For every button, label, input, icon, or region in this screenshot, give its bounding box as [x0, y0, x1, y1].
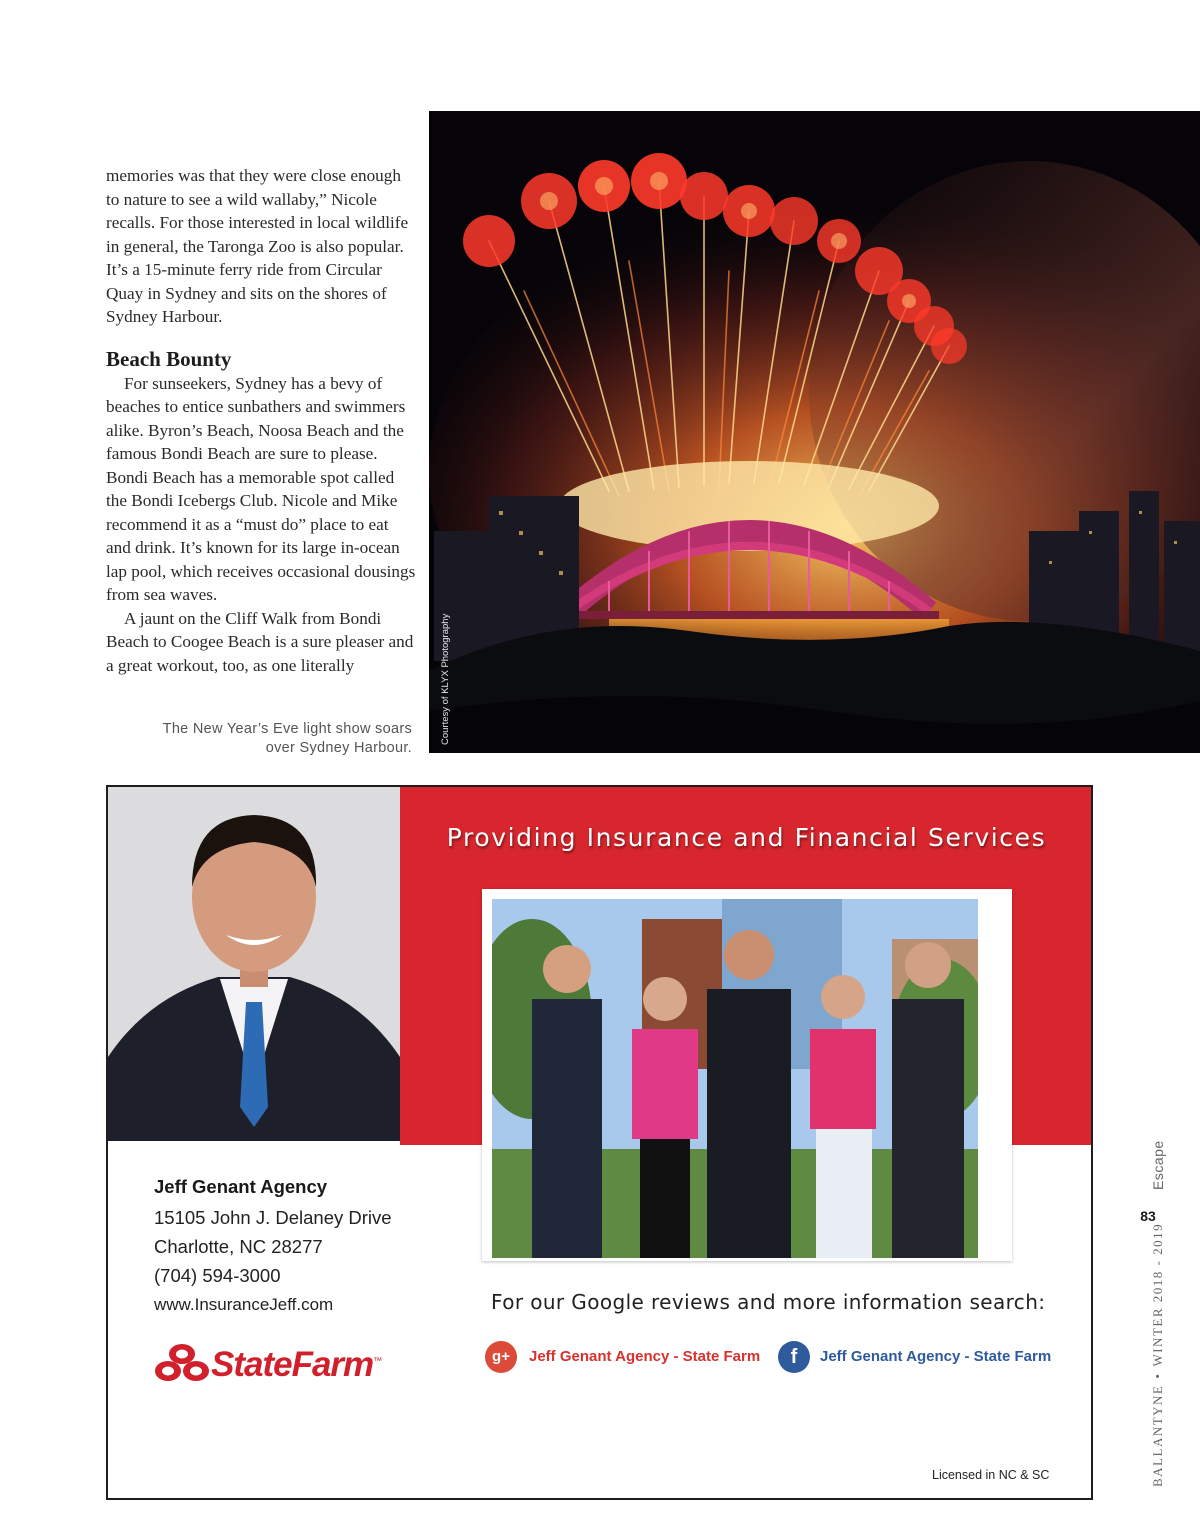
article-paragraph: memories was that they were close enough to nature to see a wild wallaby,” Nicole recalls. For those interested in local wildlife in general, the Taronga Zoo is also popular. It’s a 15-minute ferry ride from Circular Quay in Sydney and sits on the shores of Sydney Harbour.	[106, 166, 409, 326]
address-line-2: Charlotte, NC 28277	[154, 1236, 323, 1257]
team-illustration	[492, 899, 978, 1258]
fireworks-photo	[429, 111, 1200, 753]
folio-separator: •	[1150, 1372, 1165, 1379]
article-paragraph: A jaunt on the Cliff Walk from Bondi Beach to Coogee Beach is a sure pleaser and a great workout, too, as one literally	[106, 608, 414, 675]
photo-credit: Courtesy of KLYX Photography	[440, 613, 451, 745]
article-paragraph: For sunseekers, Sydney has a bevy of beaches to entice sunbathers and swimmers alike. Byron’s Beach, Noosa Beach and the famous Bondi Beach are sure to please. Bondi Beach has a memorable spot called the Bondi Icebergs Club. Nicole and Mike recommend it as a “must do” place to eat and drink. It’s known for its large in-ocean lap pool, which receives occasional dousings from sea waves.	[106, 373, 416, 604]
state-farm-wordmark	[211, 1345, 381, 1385]
article-column	[106, 164, 416, 677]
search-prompt: For our Google reviews and more information search:	[491, 1290, 1046, 1314]
google-search-label[interactable]: Jeff Genant Agency - State Farm	[529, 1348, 761, 1365]
website-link[interactable]: www.InsuranceJeff.com	[154, 1295, 334, 1314]
photo-caption: The New Year’s Eve light show soars over Sydney Harbour.	[162, 721, 412, 756]
license-note: Licensed in NC & SC	[932, 1468, 1050, 1482]
portrait-illustration	[108, 787, 400, 1141]
agent-portrait	[108, 787, 400, 1141]
ad-headline: Providing Insurance and Financial Services	[446, 823, 1047, 852]
team-photo	[492, 899, 978, 1258]
folio-line	[1150, 1223, 1166, 1487]
team-photo-frame	[482, 889, 1012, 1261]
logo-text: StateFarm	[211, 1345, 374, 1384]
google-plus-icon[interactable]: g+	[485, 1341, 517, 1373]
publication-name: BALLANTYNE	[1150, 1384, 1165, 1487]
fireworks-illustration	[429, 111, 1200, 753]
agency-name: Jeff Genant Agency	[154, 1176, 328, 1197]
section-heading: Beach Bounty	[106, 346, 232, 371]
address-line-1: 15105 John J. Delaney Drive	[154, 1207, 392, 1228]
trademark-symbol: ™	[373, 1355, 382, 1366]
three-ovals-icon	[154, 1343, 210, 1383]
phone-number[interactable]: (704) 594-3000	[154, 1265, 281, 1286]
state-farm-advertisement	[106, 785, 1093, 1500]
section-label: Escape	[1150, 1140, 1166, 1190]
page-number: 83	[1140, 1208, 1156, 1224]
facebook-icon[interactable]: f	[778, 1341, 810, 1373]
state-farm-logo	[154, 1343, 416, 1383]
facebook-search-label[interactable]: Jeff Genant Agency - State Farm	[820, 1348, 1052, 1365]
issue-date: WINTER 2018 - 2019	[1150, 1222, 1165, 1367]
